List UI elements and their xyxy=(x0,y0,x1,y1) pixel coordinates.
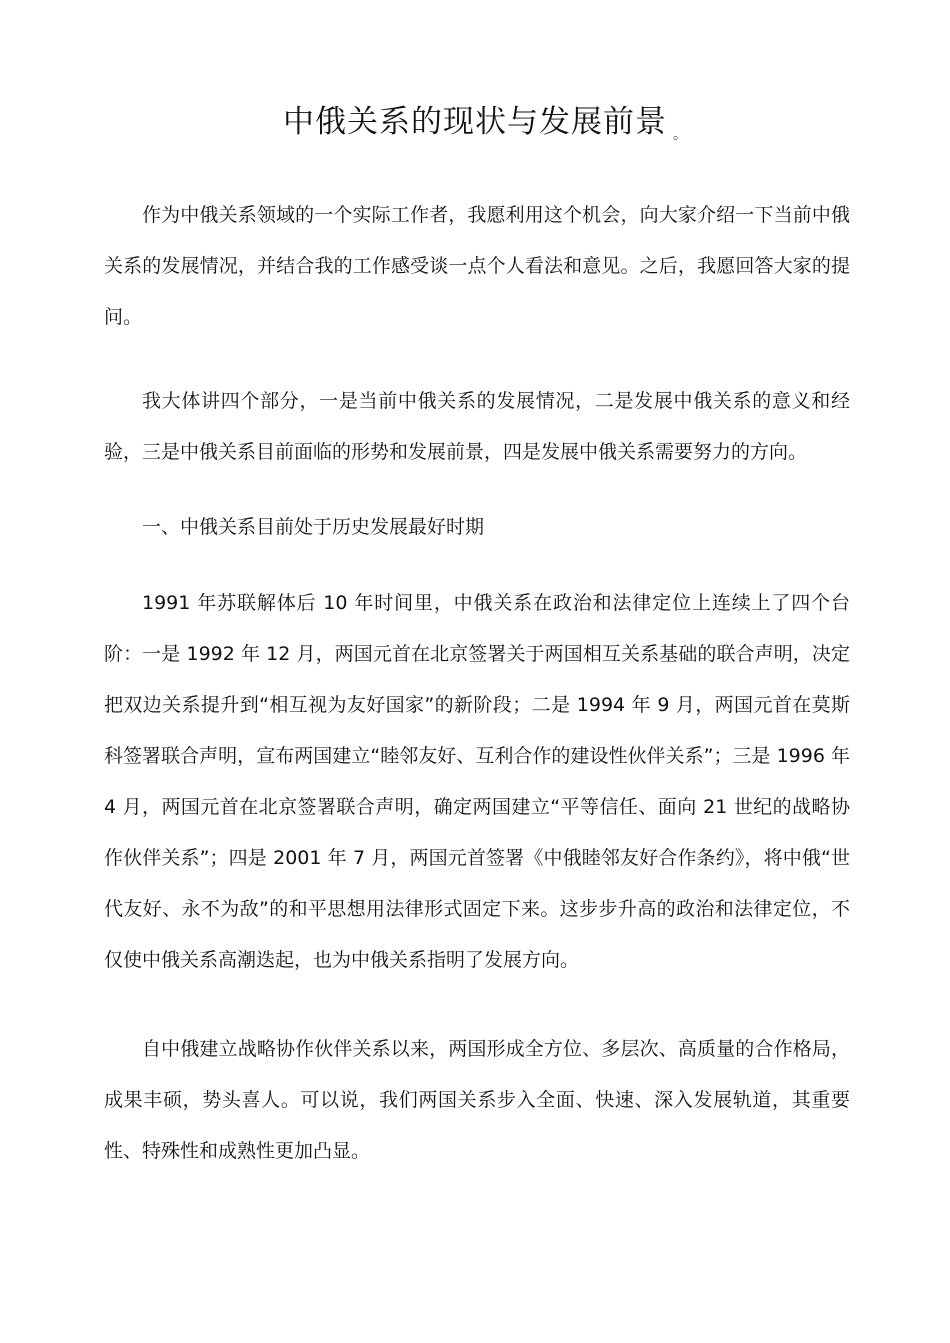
paragraph-intro: 作为中俄关系领域的一个实际工作者，我愿利用这个机会，向大家介绍一下当前中俄关系的发展情况，并结合我的工作感受谈一点个人看法和意见。之后，我愿回答大家的提问。 xyxy=(104,204,850,328)
paragraph-partnership: 自中俄建立战略协作伙伴关系以来，两国形成全方位、多层次、高质量的合作格局，成果丰硕，势头喜人。可以说，我们两国关系步入全面、快速、深入发展轨道，其重要性、特殊性和成熟性更加凸显。 xyxy=(104,1038,850,1162)
paragraph-outline: 我大体讲四个部分，一是当前中俄关系的发展情况，二是发展中俄关系的意义和经验，三是中俄关系目前面临的形势和发展前景，四是发展中俄关系需要努力的方向。 xyxy=(104,390,850,463)
title-footnote-mark: 。 xyxy=(673,127,687,143)
title-container xyxy=(0,96,950,141)
paragraph-history: 1991 年苏联解体后 10 年时间里，中俄关系在政治和法律定位上连续上了四个台阶：一是 1992 年 12 月，两国元首在北京签署关于两国相互关系基础的联合声明，决定把双边关系提升到“相互视为友好国家”的新阶段；二是 1994 年 9 月，两国元首在莫斯科签署联合声明，宣布两国建立“睦邻友好、互利合作的建设性伙伴关系”；三是 1996 年 4 月，两国元首在北京签署联合声明，确定两国建立“平等信任、面向 21 世纪的战略协作伙伴关系”；四是 2001 年 7 月，两国元首签署《中俄睦邻友好合作条约》，将中俄“世代友好、永不为敌”的和平思想用法律形式固定下来。这步步升高的政治和法律定位，不仅使中俄关系高潮迭起，也为中俄关系指明了发展方向。 xyxy=(104,592,850,971)
section-heading-1: 一、中俄关系目前处于历史发展最好时期 xyxy=(142,516,485,538)
page-title: 中俄关系的现状与发展前景 xyxy=(283,104,667,140)
